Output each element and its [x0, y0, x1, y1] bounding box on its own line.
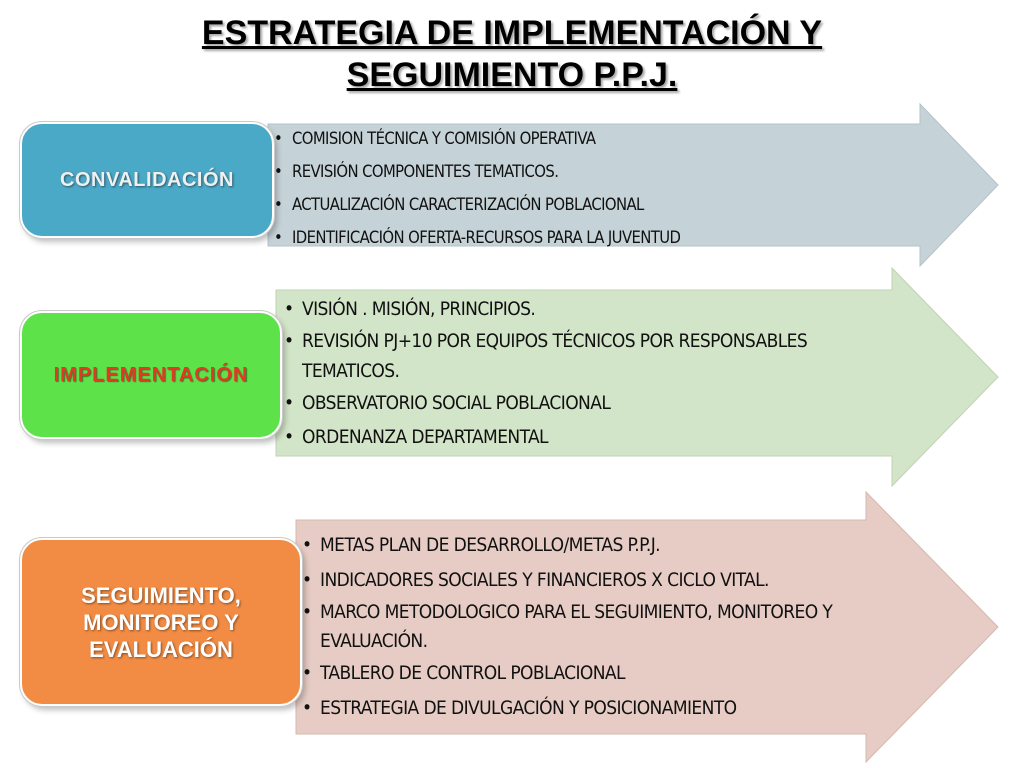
- convalidacion-items: [274, 122, 834, 254]
- convalidacion-label-box: [20, 122, 274, 238]
- title-line-2: SEGUIMIENTO P.P.J.: [346, 56, 678, 94]
- convalidacion-item: • COMISION TÉCNICA Y COMISIÓN OPERATIVA: [274, 122, 834, 155]
- page-title: [0, 12, 1024, 96]
- title-line-1: ESTRATEGIA DE IMPLEMENTACIÓN Y: [201, 14, 823, 52]
- convalidacion-item: • REVISIÓN COMPONENTES TEMATICOS.: [274, 155, 834, 188]
- implementacion-item: • ORDENANZA DEPARTAMENTAL: [284, 420, 864, 454]
- seguimiento-item: • METAS PLAN DE DESARROLLO/METAS P.P.J.: [302, 528, 862, 563]
- seguimiento-label: SEGUIMIENTO, MONITOREO Y EVALUACIÓN: [81, 582, 241, 662]
- seguimiento-arrow: [296, 492, 998, 762]
- implementacion-items: [284, 292, 864, 454]
- implementacion-item: • VISIÓN . MISIÓN, PRINCIPIOS.: [284, 292, 864, 326]
- seguimiento-item: • ESTRATEGIA DE DIVULGACIÓN Y POSICIONAMIENTO: [302, 691, 862, 726]
- implementacion-item: • OBSERVATORIO SOCIAL POBLACIONAL: [284, 386, 864, 420]
- implementacion-item: • REVISIÓN PJ+10 POR EQUIPOS TÉCNICOS POR RESPONSABLES TEMATICOS.: [284, 326, 864, 386]
- convalidacion-item: • IDENTIFICACIÓN OFERTA-RECURSOS PARA LA JUVENTUD: [274, 221, 834, 254]
- seguimiento-label-box: [20, 538, 302, 706]
- seguimiento-item: • INDICADORES SOCIALES Y FINANCIEROS X CICLO VITAL.: [302, 563, 862, 598]
- seguimiento-items: [302, 528, 862, 726]
- implementacion-arrow: [276, 268, 998, 486]
- seguimiento-item: • TABLERO DE CONTROL POBLACIONAL: [302, 656, 862, 691]
- implementacion-label-box: [20, 311, 282, 439]
- implementacion-label: IMPLEMENTACIÓN: [53, 363, 249, 386]
- convalidacion-arrow: [268, 104, 998, 266]
- convalidacion-label: CONVALIDACIÓN: [60, 168, 234, 191]
- convalidacion-item: • ACTUALIZACIÓN CARACTERIZACIÓN POBLACIONAL: [274, 188, 834, 221]
- seguimiento-item: • MARCO METODOLOGICO PARA EL SEGUIMIENTO, MONITOREO Y EVALUACIÓN.: [302, 598, 862, 656]
